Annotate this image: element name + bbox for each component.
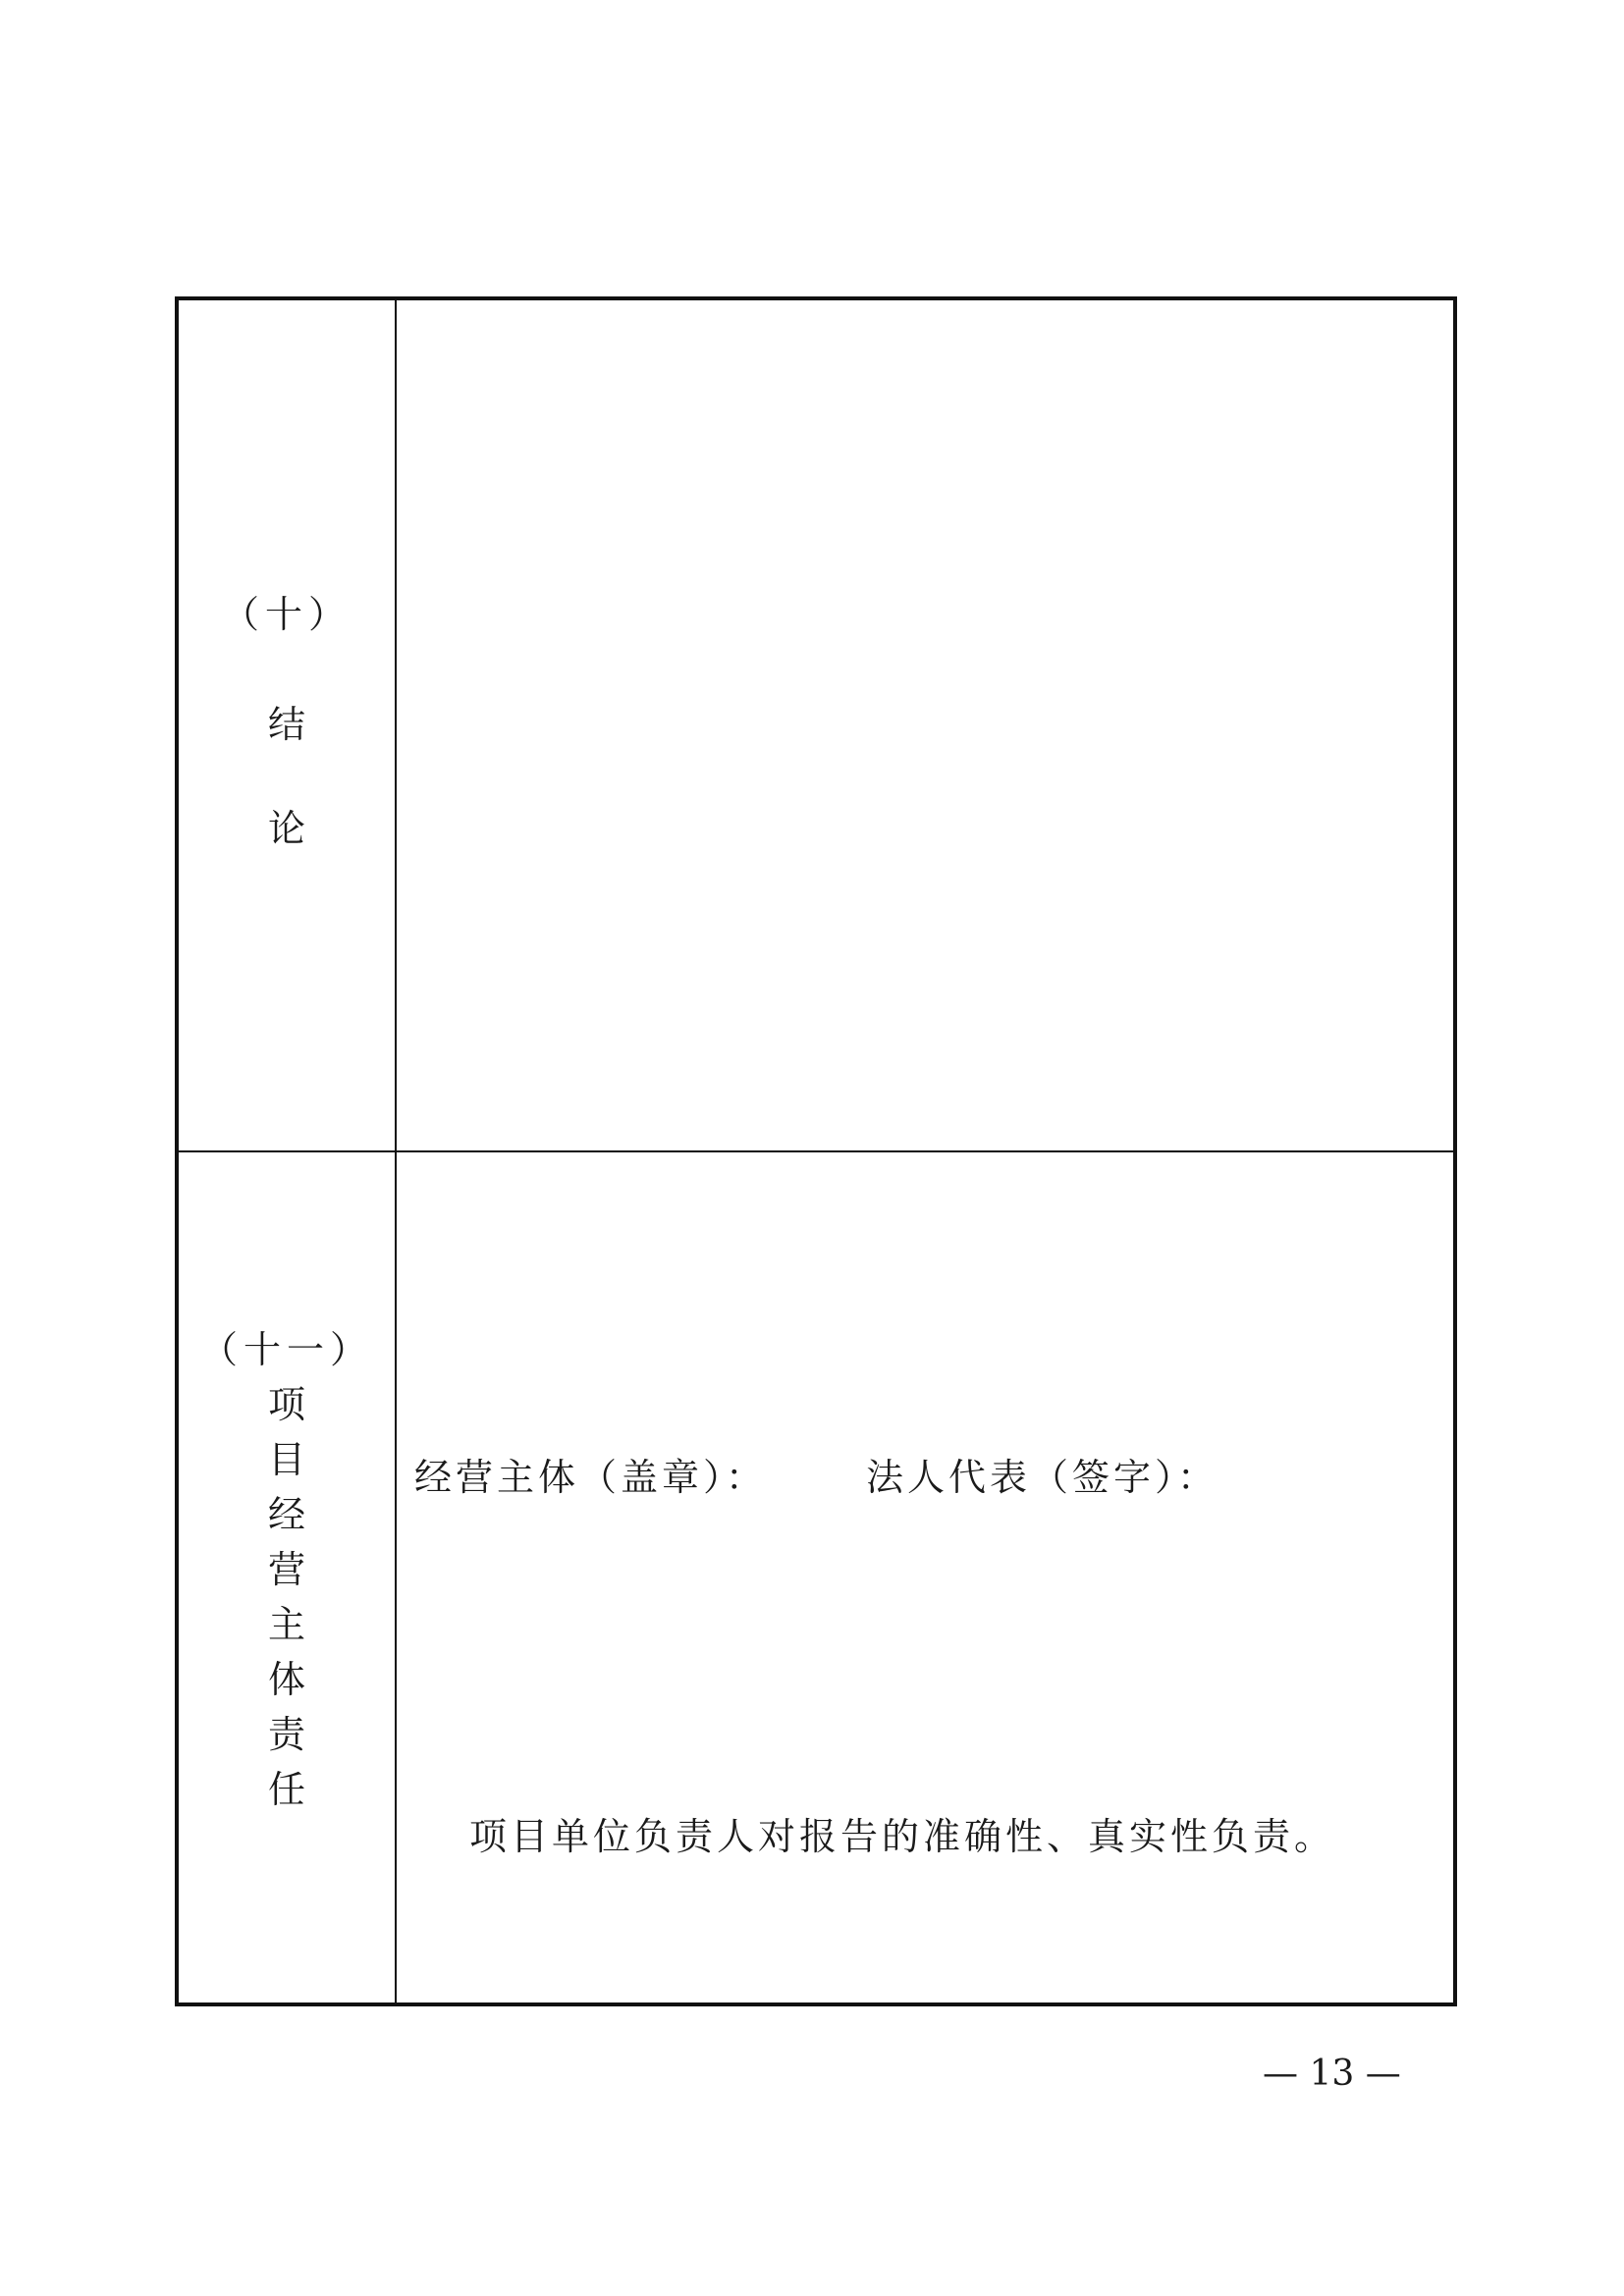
section11-title-char-3: 经 [267, 1493, 305, 1536]
section11-title-char-6: 体 [267, 1658, 305, 1701]
section11-title-char-5: 主 [267, 1603, 305, 1646]
section10-title-char [179, 703, 395, 746]
form-table [175, 296, 1457, 2006]
section10-title-char-1: 结 [267, 703, 305, 746]
responsibility-statement: 项目单位负责人对报告的准确性、真实性负责。 [469, 1815, 1336, 1858]
section11-title-char-1: 项 [267, 1383, 305, 1426]
section11-number: （十一） [199, 1328, 373, 1371]
section11-label [179, 1328, 395, 1811]
page-number: — 13 — [1263, 2054, 1401, 2094]
section10-number-text: （十） [221, 593, 352, 636]
section11-title-char-2: 目 [267, 1438, 305, 1481]
legal-rep-signature-label: 法人代表（签字）： [866, 1456, 1219, 1499]
section11-title-char-4: 营 [267, 1548, 305, 1591]
section10-title-char-2: 论 [267, 807, 305, 850]
row-divider [179, 1150, 1453, 1152]
section10-title-char [179, 807, 395, 850]
section10-number [179, 593, 395, 636]
section11-title-char-8: 任 [267, 1768, 305, 1811]
operator-signature-label: 经营主体（盖章）： [414, 1456, 768, 1499]
section11-title-char-7: 责 [267, 1713, 305, 1756]
